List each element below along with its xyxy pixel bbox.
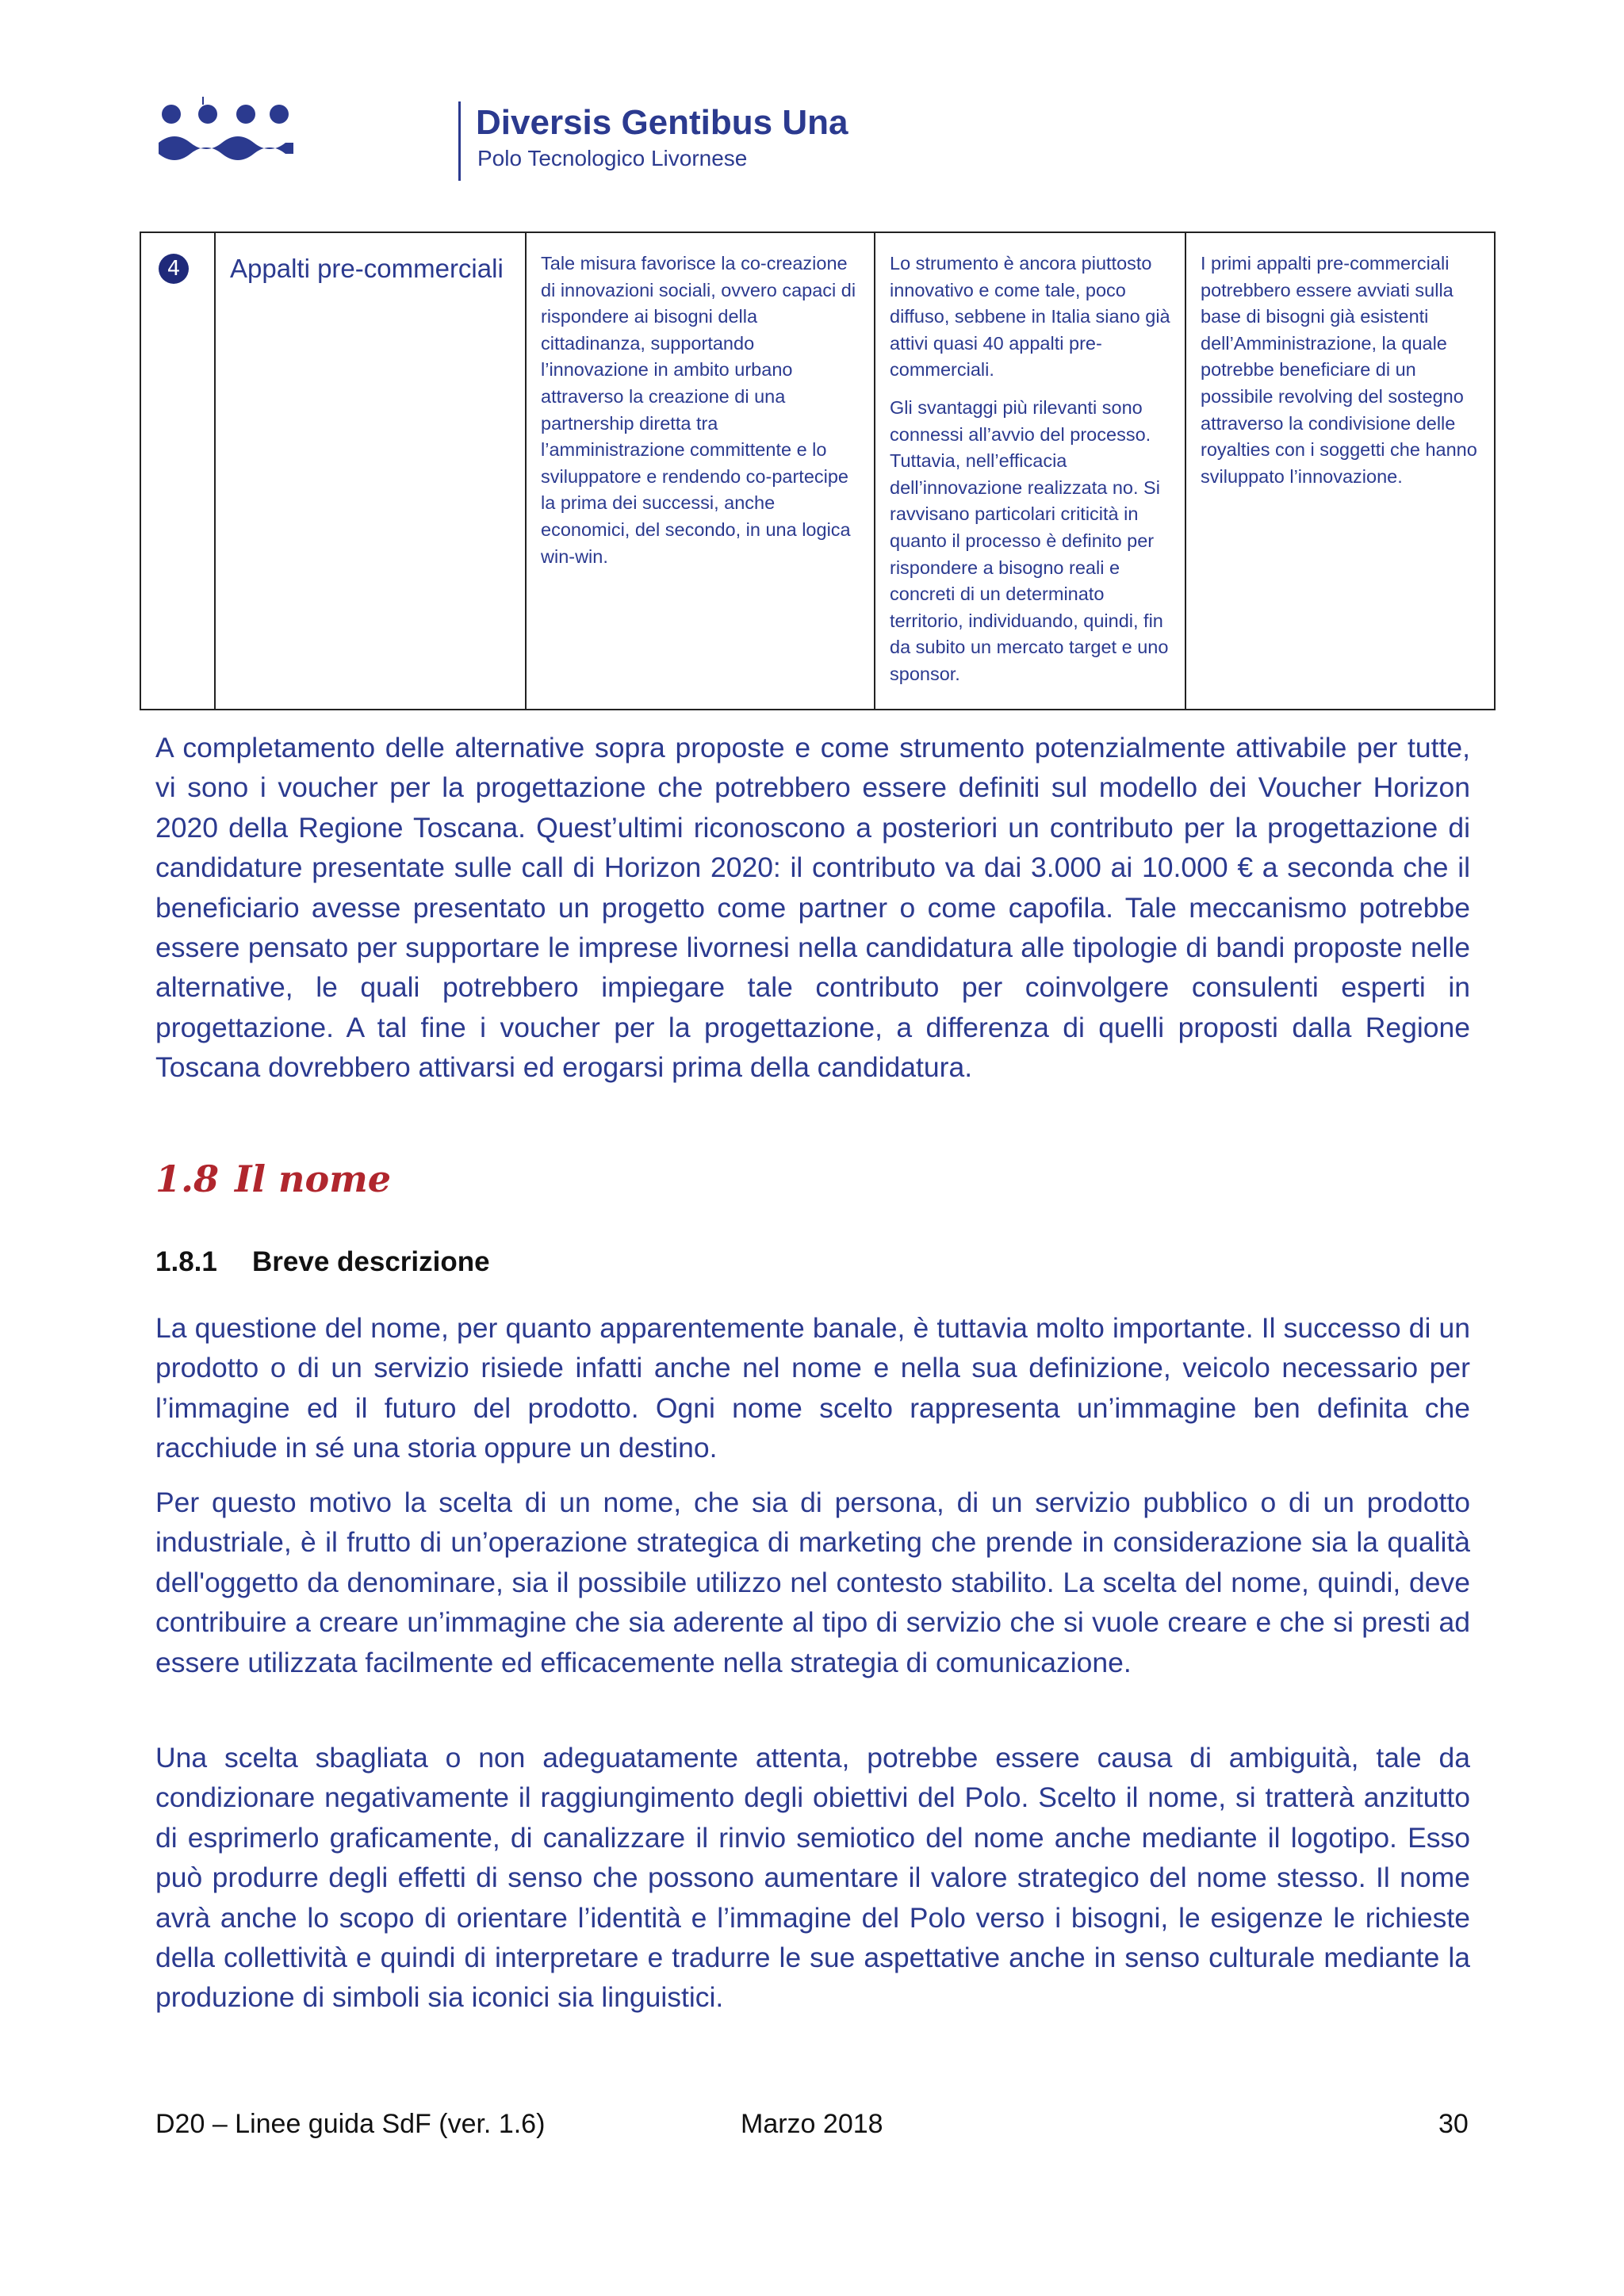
- footer-page-number: 30: [1438, 2109, 1469, 2139]
- section-number: 1.8: [155, 1158, 220, 1200]
- footer-document-id: D20 – Linee guida SdF (ver. 1.6): [155, 2109, 546, 2139]
- logo-subtitle: Polo Tecnologico Livornese: [477, 146, 748, 170]
- subsection-number: 1.8.1: [155, 1246, 217, 1277]
- logo-divider: [458, 101, 461, 181]
- row-number-badge: 4: [159, 254, 189, 284]
- table-cell-number: [140, 232, 215, 710]
- alternatives-table: [140, 232, 1496, 710]
- section-heading: [155, 1158, 391, 1200]
- analysis-text-2: Gli svantaggi più rilevanti sono connessi all’avvio del processo. Tuttavia, nell’efficacia dell’innovazione realizzata no. Si ravvisano particolari criticità in quanto il processo è definito per rispondere a bisogno reali e concreti di un determinato territorio, individuando, quindi, fin da subito un mercato target e uno sponsor.: [890, 396, 1169, 684]
- subsection-title: Breve descrizione: [252, 1246, 490, 1277]
- logo-wave-icon: [159, 97, 293, 184]
- proposal-text: I primi appalti pre-commerciali potrebbero essere avviati sulla base di bisogni già esistenti dell’Amministrazione, la quale potrebbe beneficiare di un possibile revolving del sostegno attraverso la condivisione delle royalties con i soggetti che hanno sviluppato l’innovazione.: [1201, 253, 1477, 487]
- logo-name: Diversis Gentibus Una: [476, 103, 848, 142]
- table-cell-proposal: [1185, 232, 1495, 710]
- description-text: Tale misura favorisce la co-creazione di innovazioni sociali, ovvero capaci di rispondere ai bisogni della cittadinanza, supportando l’innovazione in ambito urbano attraverso la creazione di una partnership diretta tra l’amministrazione committente e lo sviluppatore e rendendo co-partecipe la prima dei successi, anche economici, del secondo, in una logica win-win.: [541, 253, 856, 567]
- paragraph-3: Una scelta sbagliata o non adeguatamente attenta, potrebbe essere causa di ambiguità, tale da condizionare negativamente il raggiungimento degli obiettivi del Polo. Scelto il nome, si tratterà anzitutto di esprimerlo graficamente, di canalizzare il rinvio semiotico del nome anche mediante il logotipo. Esso può produrre degli effetti di senso che possono aumentare il valore strategico del nome stesso. Il nome avrà anche lo scopo di orientare l’identità e l’immagine del Polo verso i bisogni, le esigenze le richieste della collettività e quindi di interpretare e tradurre le sue aspettative anche in senso culturale mediante la produzione di simboli sia iconici sia linguistici.: [155, 1742, 1470, 2014]
- intro-paragraph: A completamento delle alternative sopra proposte e come strumento potenzialmente attivabile per tutte, vi sono i voucher per la progettazione che potrebbero essere definiti sul modello dei Voucher Horizon 2020 della Regione Toscana. Quest’ultimi riconoscono a posteriori un contributo per la progettazione di candidature presentate sulle call di Horizon 2020: il contributo va dai 3.000 ai 10.000 € a seconda che il beneficiario avesse presentato un progetto come partner o come capofila. Tale meccanismo potrebbe essere pensato per supportare le imprese livornesi nella candidatura alle tipologie di bandi proposte nelle alternative, le quali potrebbero impiegare tale contributo per coinvolgere consulenti esperti in progettazione. A tal fine i voucher per la progettazione, a differenza di quelli proposti dalla Regione Toscana dovrebbero attivarsi ed erogarsi prima della candidatura.: [155, 732, 1470, 1084]
- row-title: Appalti pre-commerciali: [230, 254, 504, 283]
- logo: [159, 97, 848, 184]
- table-cell-analysis: [875, 232, 1185, 710]
- table-cell-description: [526, 232, 875, 710]
- paragraph-2: Per questo motivo la scelta di un nome, che sia di persona, di un servizio pubblico o di un prodotto industriale, è il frutto di un’operazione strategica di marketing che prende in considerazione sia la qualità dell'oggetto da denominare, sia il possibile utilizzo nel contesto stabilito. La scelta del nome, quindi, deve contribuire a creare un’immagine che sia aderente al tipo di servizio che si vuole creare e che si presti ad essere utilizzata facilmente ed efficacemente nella strategia di comunicazione.: [155, 1487, 1470, 1678]
- subsection-heading: [155, 1246, 490, 1278]
- table-cell-title: [215, 232, 526, 710]
- paragraph-1: La questione del nome, per quanto apparentemente banale, è tuttavia molto importante. Il successo di un prodotto o di un servizio risiede infatti anche nel nome e nella sua definizione, veicolo necessario per l’immagine ed il futuro del prodotto. Ogni nome scelto rappresenta un’immagine ben definita che racchiude in sé una storia oppure un destino.: [155, 1312, 1470, 1464]
- table-row: [140, 232, 1495, 710]
- section-title: Il nome: [235, 1158, 392, 1200]
- footer-date: Marzo 2018: [741, 2109, 883, 2139]
- analysis-text-1: Lo strumento è ancora piuttosto innovativo e come tale, poco diffuso, sebbene in Italia siano già attivi quasi 40 appalti pre-commerciali.: [890, 253, 1170, 381]
